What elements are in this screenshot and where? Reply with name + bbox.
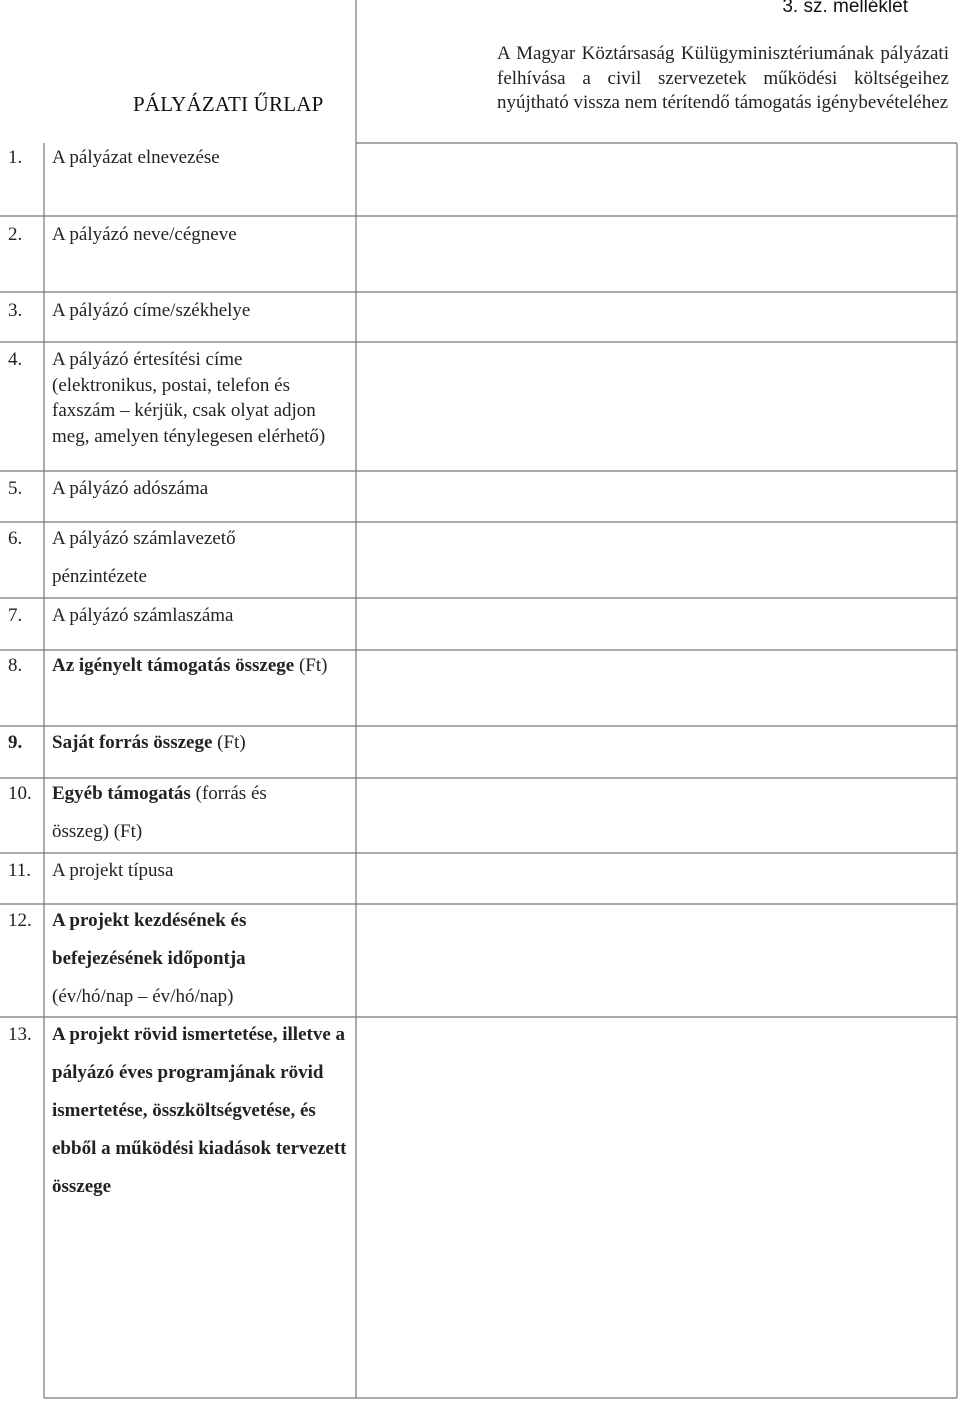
row-text: A pályázó számlavezető pénzintézete <box>52 528 236 587</box>
row-number: 4. <box>8 349 23 370</box>
row-number: 5. <box>8 478 23 499</box>
row-9-label <box>8 730 353 760</box>
row-text: A pályázó adószáma <box>52 478 209 499</box>
row-number: 6. <box>8 528 23 549</box>
row-text: A pályázat elnevezése <box>52 147 220 168</box>
row-3-label <box>8 298 353 328</box>
row-number: 9. <box>8 732 23 753</box>
row-text-rest: (Ft) <box>217 732 246 753</box>
row-text: A pályázó neve/cégneve <box>52 224 237 245</box>
row-text-bold: A projekt kezdésének és befejezésének időpontja <box>52 910 247 969</box>
intro-text: A Magyar Köztársaság Külügyminisztériumának pályázati felhívása a civil szervezetek működési költségeihez nyújtható vissza nem térítendő támogatás igénybevételéhez <box>497 43 949 113</box>
row-4-label <box>8 347 353 472</box>
row-text <box>52 775 312 851</box>
row-10-label <box>8 775 353 851</box>
row-text-bold: Saját forrás összege <box>52 732 213 753</box>
row-8-label <box>8 647 353 723</box>
row-text: A projekt típusa <box>52 860 174 881</box>
row-text: A pályázó címe/székhelye <box>52 300 251 321</box>
row-5-label <box>8 476 353 506</box>
row-text-bold: Az igényelt támogatás összege <box>52 655 295 676</box>
row-number: 7. <box>8 605 23 626</box>
row-text <box>52 730 352 756</box>
row-2-label <box>8 222 353 252</box>
row-text-bold: Egyéb támogatás <box>52 783 191 804</box>
row-1-label <box>8 145 353 175</box>
row-text-rest: (Ft) <box>298 655 328 676</box>
row-number: 8. <box>8 655 23 676</box>
row-11-label <box>8 858 353 888</box>
row-number: 12. <box>8 910 32 931</box>
row-number: 3. <box>8 300 23 321</box>
row-12-label <box>8 902 353 1016</box>
row-text <box>52 647 352 685</box>
row-13-label <box>8 1016 353 1246</box>
row-text: A projekt rövid ismertetése, illetve a pályázó éves programjának rövid ismertetése, összköltségvetése, és ebből a működési kiadások tervezett összege <box>52 1024 347 1197</box>
row-text-rest: (év/hó/nap – év/hó/nap) <box>52 986 234 1007</box>
row-number: 2. <box>8 224 23 245</box>
row-6-label <box>8 520 353 596</box>
row-number: 1. <box>8 147 23 168</box>
row-7-label <box>8 603 353 633</box>
row-text <box>52 902 292 1016</box>
row-number: 10. <box>8 783 32 804</box>
row-text-rest: (forrás és összeg) (Ft) <box>52 783 267 842</box>
row-number: 13. <box>8 1024 32 1045</box>
form-title: PÁLYÁZATI ŰRLAP <box>133 92 324 116</box>
row-number: 11. <box>8 860 32 881</box>
row-text: A pályázó értesítési címe (elektronikus, postai, telefon és faxszám – kérjük, csak olyat adjon meg, amelyen ténylegesen elérhető) <box>52 349 326 447</box>
row-text: A pályázó számlaszáma <box>52 605 234 626</box>
annex-label: 3. sz. melléklet <box>782 0 908 17</box>
